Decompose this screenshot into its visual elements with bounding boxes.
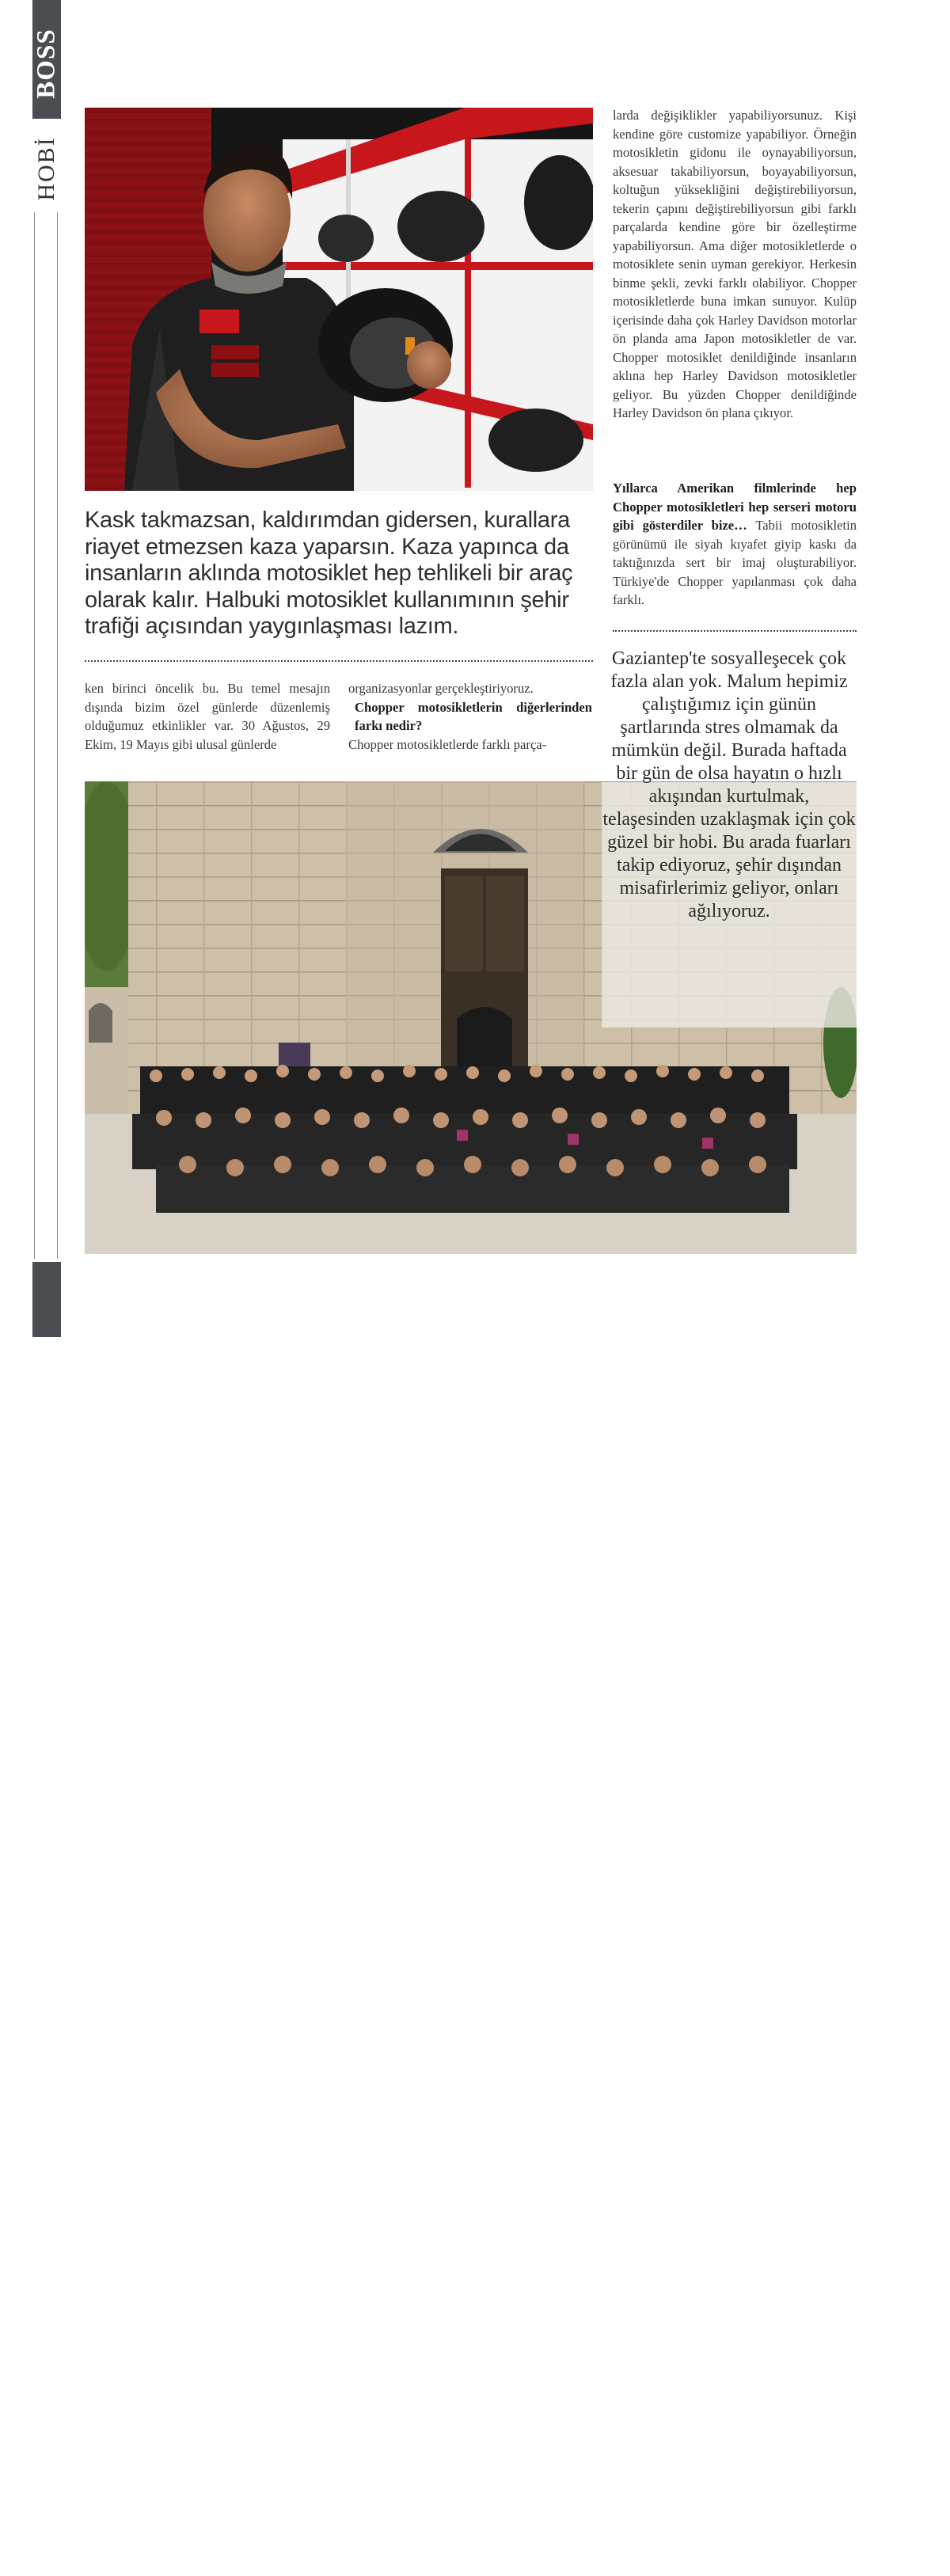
pull-quote: Kask takmazsan, kaldırımdan gidersen, kurallara riayet etmezsen kaza yaparsın. Kaza yapınca da insanların aklında motosiklet hep tehlikeli bir araç olarak kalır. Halbuki motosiklet kullanımının şehir trafiği açısından yaygınlaşması lazım. bbox=[85, 507, 573, 639]
page-number: 110 bbox=[36, 2540, 57, 2570]
article-middle-column bbox=[348, 679, 592, 754]
middle-column-intro: organizasyonlar gerçekleştiriyoruz. bbox=[348, 681, 534, 696]
sidebar-brand-block bbox=[32, 0, 61, 119]
side-quote-box bbox=[602, 648, 857, 1028]
sidebar-rule-left bbox=[34, 212, 35, 1259]
interview-answer-films: Tabii motosikletin görünümü ile siyah kıyafet giyip kaskı da taktığınızda sert bir imaj oluşturabiliyor. Türkiye'de Chopper yapılanması çok daha farklı. bbox=[613, 518, 857, 607]
side-quote: Gaziantep'te sosyalleşecek çok fazla alan yok. Malum hepimiz çalıştığımız için günün şartlarında stres olmamak da mümkün değil. Burada haftada bir gün de olsa hayatın o hızlı akışından kurtulmak, telaşesinden uzaklaşmak için çok güzel bir hobi. Bu arada fuarları takip ediyoruz, şehir dışından misafirlerimiz geliyor, onları ağılıyoruz. bbox=[602, 648, 856, 921]
helmet-scene-illustration bbox=[85, 108, 593, 491]
sidebar-rule-right bbox=[57, 212, 58, 1259]
dotted-divider-left bbox=[85, 660, 593, 662]
interview-answer-difference: Chopper motosikletlerde farklı parça- bbox=[348, 736, 547, 752]
section-label-hobi: HOBİ bbox=[33, 136, 59, 201]
interview-question-films: Yıllarca Amerikan filmlerinde hep Chopper motosikletleri hep serseri motoru gibi gösterdiler bize… bbox=[613, 481, 857, 533]
article-right-column-middle bbox=[613, 479, 857, 610]
magazine-sidebar bbox=[32, 0, 61, 2570]
article-right-column-top: larda değişiklikler yapabiliyorsunuz. Kişi kendine göre customize yapabiliyor. Örneğin motosikletin gidonu ile oynayabiliyorsun, aksesuar takabiliyorsun, boyayabiliyorsun, koltuğun yüksekliğini değiştirebiliyorsun, tekerin çapını değiştirebiliyorsun gibi farklı parçalarda kendine göre bir özelleştirme yapabiliyorsun. Ama diğer motosikletlerde o motosiklete senin uyman gerekiyor. Herkesin binme şekli, zevki farklı olabiliyor. Chopper motosikletlerde buna imkan sunuyor. Kulüp içerisinde daha çok Harley Davidson motorlar ön planda ama Japon motosikletler de var. Chopper motosiklet denildiğinde insanların aklına hep Harley Davidson motosikletler geliyor. Bu yüzden Chopper denildiğinde Harley Davidson ön plana çıkıyor. bbox=[613, 108, 857, 420]
photo-man-with-helmet bbox=[85, 108, 593, 491]
article-left-column: ken birinci öncelik bu. Bu temel mesajın dışında bizim özel günlerde düzenlemiş olduğumuz etkinlikler var. 30 Ağustos, 29 Ekim, 19 Mayıs gibi ulusal günlerde bbox=[85, 681, 330, 752]
page-number-block bbox=[32, 1262, 61, 2570]
dotted-divider-right bbox=[613, 630, 857, 632]
brand-boss-logo: BOSS bbox=[32, 28, 61, 99]
interview-question-difference: Chopper motosikletlerin diğerlerinden farkı nedir? bbox=[355, 699, 592, 733]
